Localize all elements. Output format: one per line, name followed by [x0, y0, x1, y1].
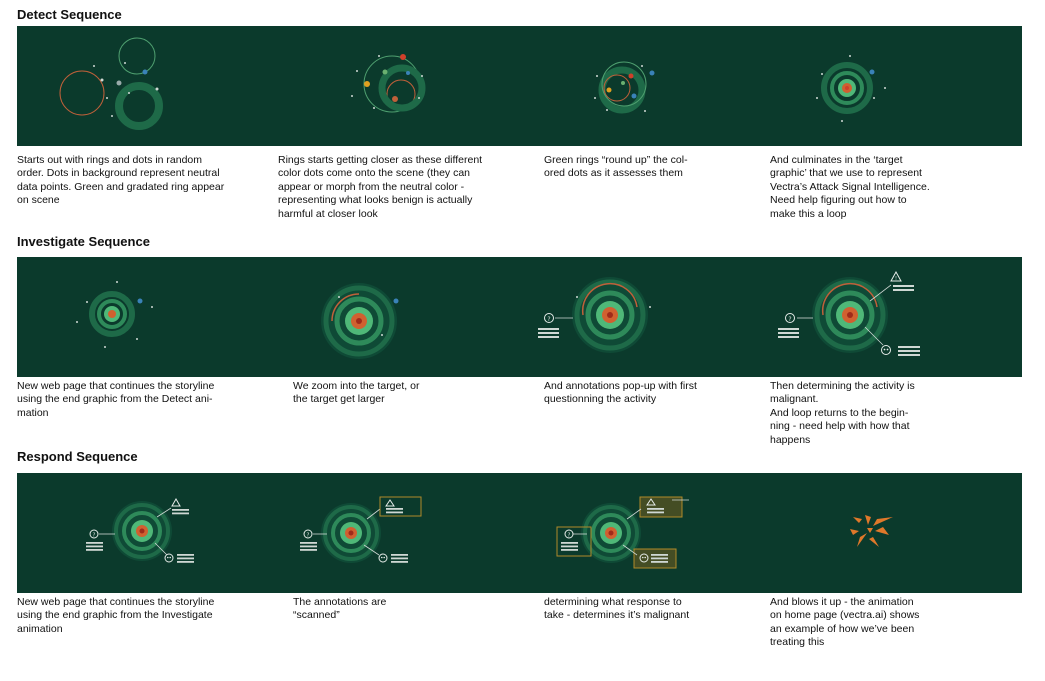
detect-frame-1: [60, 38, 159, 126]
detect-frame-2: [351, 54, 423, 112]
investigate-caption-2: We zoom into the target, or the target get larger: [293, 380, 420, 406]
investigate-caption-3: And annotations pop-up with first questionning the activity: [544, 380, 697, 406]
investigate-frame-1: [76, 281, 153, 348]
respond-caption-4: And blows it up - the animation on home page (vectra.ai) shows an example of how we’ve been treating this: [770, 596, 920, 649]
detect-caption-4: And culminates in the ‘target graphic’ that we use to represent Vectra’s Attack Signal Intelligence. Need help figuring out how to make this a loop: [770, 154, 930, 220]
warning-icon: [386, 500, 394, 506]
respond-frame-3: [557, 497, 689, 568]
respond-caption-3: determining what response to take - determines it’s malignant: [544, 596, 690, 622]
svg-text:?: ?: [547, 316, 551, 323]
svg-text:?: ?: [306, 532, 310, 539]
respond-panel: [17, 473, 1022, 593]
orange-ring: [60, 71, 104, 115]
detect-caption-2: Rings starts getting closer as these different color dots come onto the scene (they can appear or morph from the neutral color - representing what looks benign is actually harmful at closer look: [278, 154, 483, 220]
detect-caption-1: Starts out with rings and dots in random order. Dots in background represent neutral data points. Green and gradated ring appear on scene: [17, 154, 225, 207]
warning-icon: [891, 272, 901, 282]
explosion-icon: [850, 515, 893, 547]
section-title-detect: Detect Sequence: [17, 7, 122, 22]
svg-text:?: ?: [567, 532, 571, 539]
respond-illustration: [17, 473, 1022, 593]
question-icon: [304, 530, 312, 539]
detect-illustration: [17, 26, 1022, 146]
respond-caption-2: The annotations are “scanned”: [293, 596, 387, 622]
warning-icon: [172, 499, 180, 506]
green-ring: [119, 38, 155, 74]
investigate-frame-4: [778, 272, 920, 356]
detect-frame-3: [594, 62, 655, 112]
question-icon: [565, 530, 573, 539]
skull-icon: [165, 554, 173, 562]
detect-caption-3: Green rings “round up” the col- ored dots as it assesses them: [544, 154, 688, 180]
question-icon: [90, 530, 98, 539]
skull-icon: [379, 554, 387, 562]
svg-text:?: ?: [92, 532, 96, 539]
section-title-respond: Respond Sequence: [17, 449, 138, 464]
investigate-frame-3: [538, 277, 651, 353]
detect-panel: [17, 26, 1022, 146]
investigate-panel: [17, 257, 1022, 377]
investigate-caption-1: New web page that continues the storyline using the end graphic from the Detect ani- mation: [17, 380, 215, 419]
section-title-investigate: Investigate Sequence: [17, 234, 150, 249]
respond-frame-2: [300, 497, 421, 563]
investigate-illustration: [17, 257, 1022, 377]
svg-text:!: !: [894, 276, 898, 282]
investigate-caption-4: Then determining the activity is malignant. And loop returns to the begin- ning - need help with how that happens: [770, 380, 915, 446]
skull-icon: [882, 346, 891, 355]
gradated-ring: [119, 86, 159, 126]
respond-frame-1: [86, 499, 194, 563]
question-icon: [786, 314, 795, 324]
question-icon: [545, 314, 554, 324]
investigate-frame-2: [321, 283, 399, 359]
svg-text:?: ?: [788, 316, 792, 323]
detect-frame-4: [816, 55, 886, 122]
respond-caption-1: New web page that continues the storyline using the end graphic from the Investigate animation: [17, 596, 215, 635]
